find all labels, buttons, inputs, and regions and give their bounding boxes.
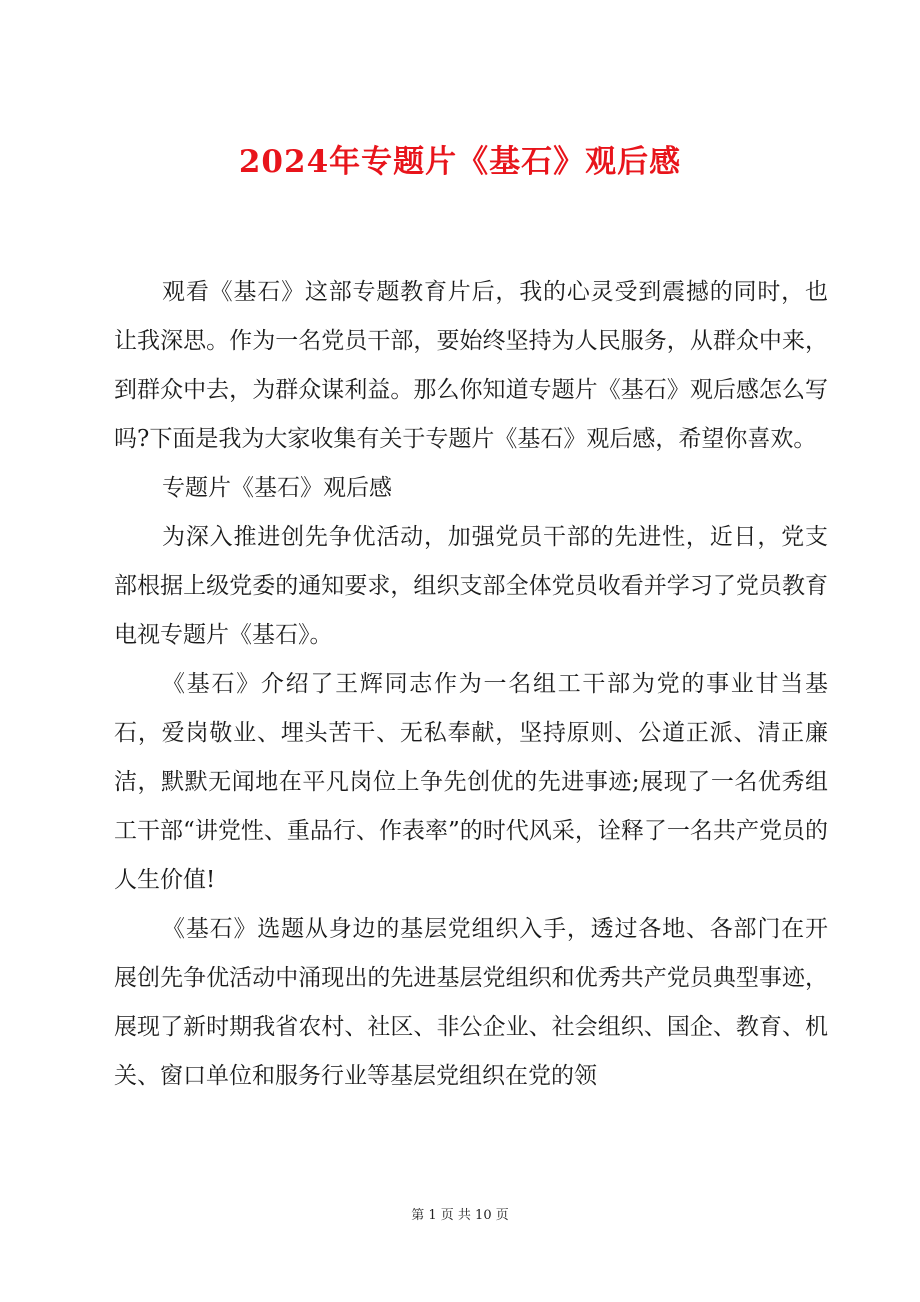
paragraph-intro: 观看《基石》这部专题教育片后，我的心灵受到震撼的同时，也让我深思。作为一名党员干部，要始终坚持为人民服务，从群众中来，到群众中去，为群众谋利益。那么你知道专题片《基石》观后感怎么写吗?下面是我为大家收集有关于专题片《基石》观后感，希望你喜欢。	[114, 279, 828, 452]
document-title: 2024年专题片《基石》观后感	[238, 144, 682, 180]
paragraph-activity: 为深入推进创先争优活动，加强党员干部的先进性，近日，党支部根据上级党委的通知要求，组织支部全体党员收看并学习了党员教育电视专题片《基石》。	[114, 524, 828, 648]
section-heading: 专题片《基石》观后感	[162, 475, 392, 501]
page-footer: 第 1 页 共 10 页	[411, 1208, 509, 1223]
paragraph-topic: 《基石》选题从身边的基层党组织入手，透过各地、各部门在开展创先争优活动中涌现出的先进基层党组织和优秀共产党员典型事迹，展现了新时期我省农村、社区、非公企业、社会组织、国企、教育、机关、窗口单位和服务行业等基层党组织在党的领	[114, 916, 828, 1089]
document-body	[114, 268, 828, 1101]
paragraph-wanghui: 《基石》介绍了王辉同志作为一名组工干部为党的事业甘当基石，爱岗敬业、埋头苦干、无私奉献，坚持原则、公道正派、清正廉洁，默默无闻地在平凡岗位上争先创优的先进事迹;展现了一名优秀组工干部“讲党性、重品行、作表率”的时代风采，诠释了一名共产党员的人生价值!	[114, 671, 828, 893]
